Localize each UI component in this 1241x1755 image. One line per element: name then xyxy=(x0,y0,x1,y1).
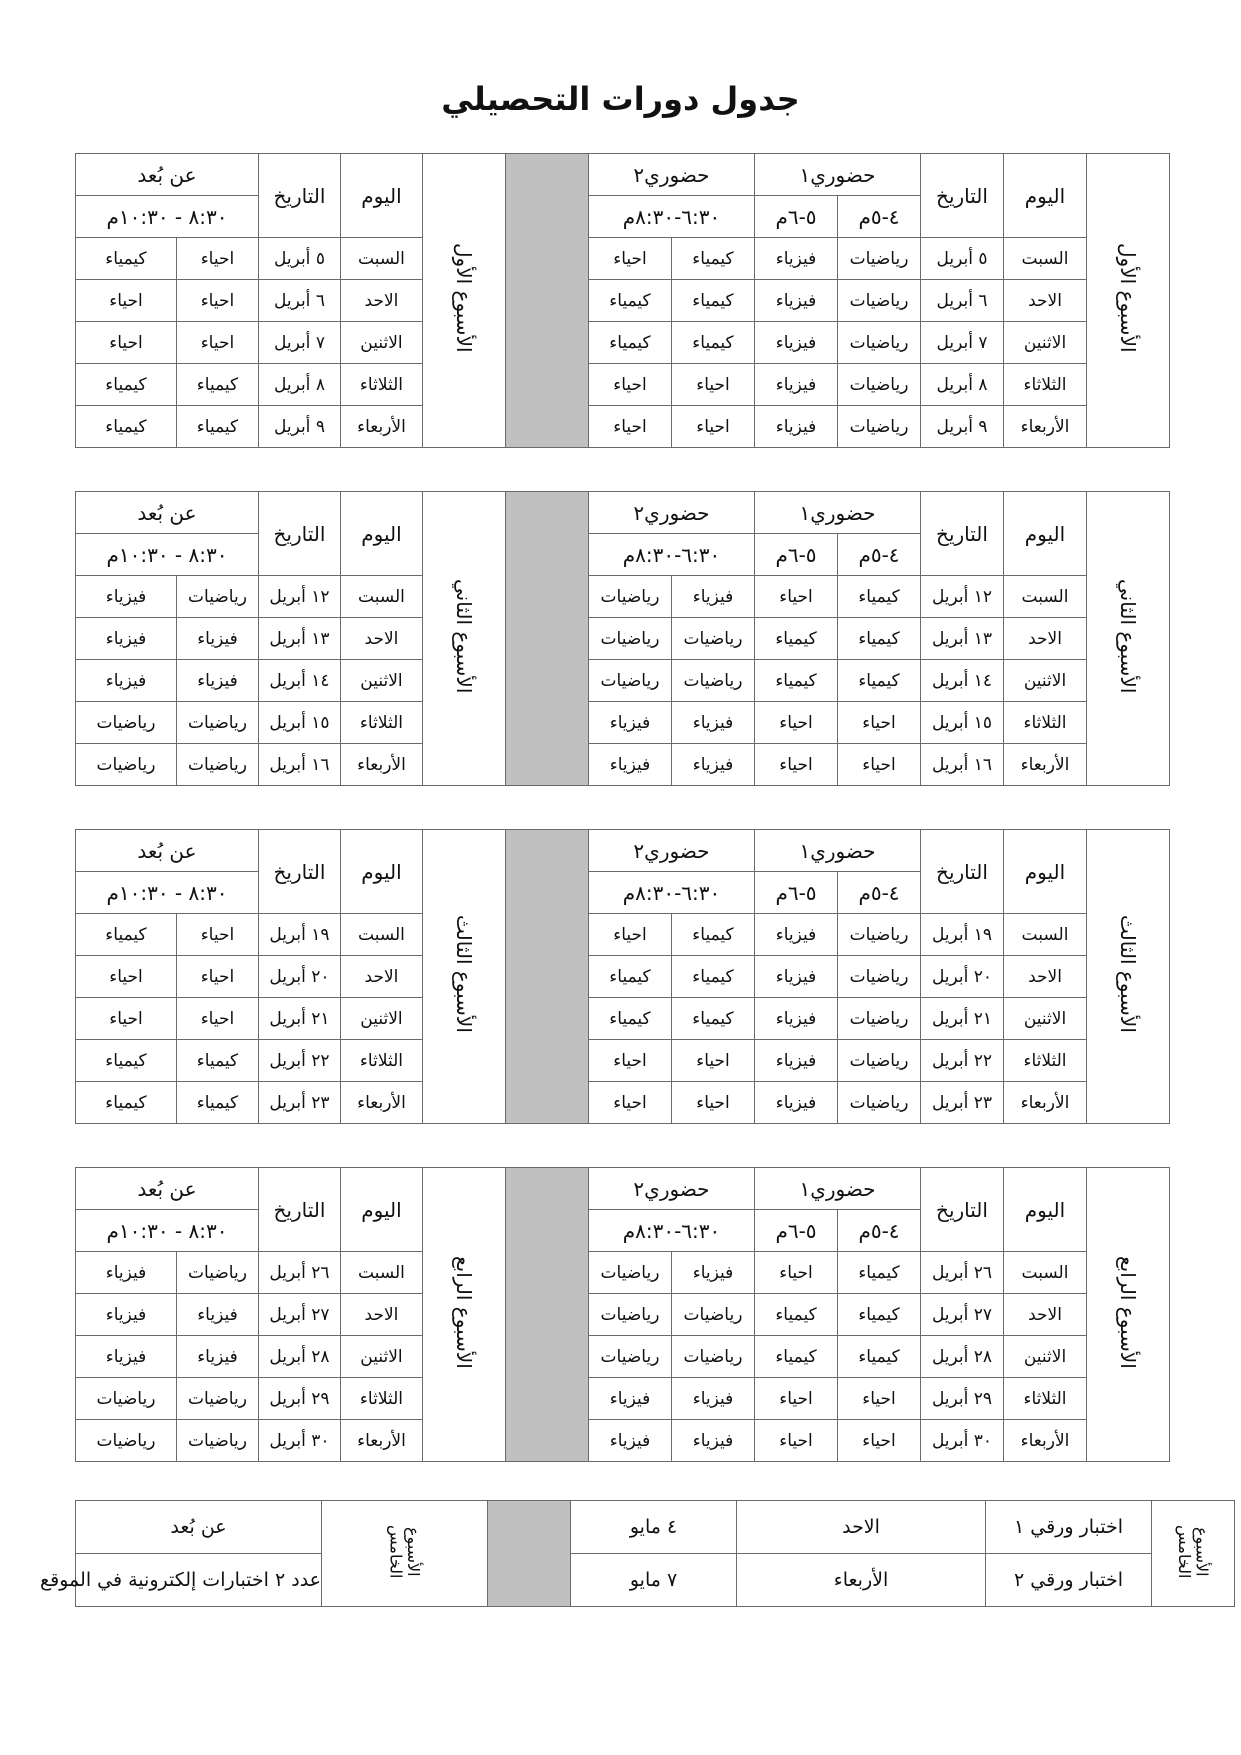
date-cell: ٨ أبريل xyxy=(921,364,1004,406)
week-1-table xyxy=(75,153,1170,448)
time-slot: ٥-٦م xyxy=(754,196,837,238)
date-cell: ٣٠ أبريل xyxy=(258,1420,340,1462)
date-cell: ٢١ أبريل xyxy=(258,998,340,1040)
separator xyxy=(505,154,588,448)
subject-cell: رياضيات xyxy=(671,1336,754,1378)
subject-cell: فيزياء xyxy=(588,1378,671,1420)
day-header: اليوم xyxy=(340,492,422,576)
day-cell: الاثنين xyxy=(340,998,422,1040)
subject-cell: فيزياء xyxy=(76,1252,177,1294)
subject-cell: كيمياء xyxy=(176,1082,258,1124)
time-slot: ٤-٥م xyxy=(838,534,921,576)
separator xyxy=(505,492,588,786)
day-header: اليوم xyxy=(1004,492,1087,576)
time-slot: ٥-٦م xyxy=(754,872,837,914)
time-slot: ٦:٣٠-٨:٣٠م xyxy=(588,534,754,576)
subject-cell: فيزياء xyxy=(754,238,837,280)
table-row xyxy=(76,322,1170,364)
week-5-table xyxy=(40,1500,1235,1607)
date-cell: ١٦ أبريل xyxy=(258,744,340,786)
table-row xyxy=(76,280,1170,322)
date-cell: ٢٦ أبريل xyxy=(921,1252,1004,1294)
subject-cell: كيمياء xyxy=(671,280,754,322)
day-cell: الأربعاء xyxy=(340,1082,422,1124)
subject-cell: احياء xyxy=(588,364,671,406)
day-cell: الثلاثاء xyxy=(1004,702,1087,744)
week-label: الأسبوع الثالث xyxy=(1087,830,1170,1124)
subject-cell: رياضيات xyxy=(76,744,177,786)
subject-cell: رياضيات xyxy=(838,364,921,406)
remote-header: عن بُعد xyxy=(76,830,259,872)
day-cell: الأربعاء xyxy=(1004,406,1087,448)
time-slot: ٤-٥م xyxy=(838,1210,921,1252)
table-row xyxy=(76,1252,1170,1294)
subject-cell: احياء xyxy=(754,744,837,786)
inperson2-header: حضوري٢ xyxy=(588,492,754,534)
subject-cell: فيزياء xyxy=(76,576,177,618)
week-label: الأسبوع الثاني xyxy=(422,492,505,786)
date-header: التاريخ xyxy=(258,830,340,914)
time-slot: ٨:٣٠ - ١٠:٣٠م xyxy=(76,534,259,576)
date-cell: ٢٦ أبريل xyxy=(258,1252,340,1294)
date-cell: ٢٠ أبريل xyxy=(921,956,1004,998)
table-row xyxy=(76,702,1170,744)
table-row xyxy=(76,1420,1170,1462)
date-header: التاريخ xyxy=(258,1168,340,1252)
date-cell: ٢٠ أبريل xyxy=(258,956,340,998)
subject-cell: احياء xyxy=(176,280,258,322)
subject-cell: كيمياء xyxy=(76,364,177,406)
date-cell: ١٤ أبريل xyxy=(258,660,340,702)
day-cell: الثلاثاء xyxy=(1004,1378,1087,1420)
table-row xyxy=(76,1082,1170,1124)
subject-cell: رياضيات xyxy=(838,322,921,364)
time-slot: ٥-٦م xyxy=(754,534,837,576)
date-cell: ١٤ أبريل xyxy=(921,660,1004,702)
day-cell: الاثنين xyxy=(340,1336,422,1378)
date-cell: ١٢ أبريل xyxy=(921,576,1004,618)
subject-cell: كيمياء xyxy=(838,1336,921,1378)
date-cell: ٧ أبريل xyxy=(258,322,340,364)
subject-cell: كيمياء xyxy=(588,280,671,322)
subject-cell: احياء xyxy=(76,998,177,1040)
subject-cell: كيمياء xyxy=(754,1336,837,1378)
remote-header: عن بُعد xyxy=(76,492,259,534)
subject-cell: رياضيات xyxy=(176,702,258,744)
day-cell: السبت xyxy=(1004,238,1087,280)
day-cell: الاثنين xyxy=(340,660,422,702)
subject-cell: فيزياء xyxy=(754,998,837,1040)
day-header: اليوم xyxy=(340,154,422,238)
date-cell: ٦ أبريل xyxy=(921,280,1004,322)
day-cell: السبت xyxy=(1004,576,1087,618)
subject-cell: كيمياء xyxy=(754,1294,837,1336)
day-cell: الثلاثاء xyxy=(1004,364,1087,406)
remote-header: عن بُعد xyxy=(76,1168,259,1210)
day-cell: الاثنين xyxy=(1004,660,1087,702)
subject-cell: فيزياء xyxy=(754,956,837,998)
subject-cell: رياضيات xyxy=(176,1420,258,1462)
subject-cell: كيمياء xyxy=(588,322,671,364)
subject-cell: احياء xyxy=(838,744,921,786)
exam-day: الأربعاء xyxy=(737,1554,986,1607)
separator xyxy=(505,1168,588,1462)
subject-cell: رياضيات xyxy=(176,744,258,786)
subject-cell: احياء xyxy=(754,1252,837,1294)
time-slot: ٤-٥م xyxy=(838,872,921,914)
day-cell: الأربعاء xyxy=(340,406,422,448)
date-header: التاريخ xyxy=(258,154,340,238)
subject-cell: احياء xyxy=(754,1420,837,1462)
inperson1-header: حضوري١ xyxy=(754,1168,920,1210)
inperson1-header: حضوري١ xyxy=(754,154,920,196)
day-cell: الاحد xyxy=(340,956,422,998)
separator xyxy=(505,830,588,1124)
subject-cell: رياضيات xyxy=(838,238,921,280)
time-slot: ٦:٣٠-٨:٣٠م xyxy=(588,1210,754,1252)
subject-cell: فيزياء xyxy=(754,280,837,322)
date-cell: ١٩ أبريل xyxy=(258,914,340,956)
subject-cell: كيمياء xyxy=(838,576,921,618)
date-cell: ٩ أبريل xyxy=(921,406,1004,448)
week-2-table xyxy=(75,491,1170,786)
subject-cell: احياء xyxy=(671,1082,754,1124)
inperson2-header: حضوري٢ xyxy=(588,830,754,872)
day-cell: الثلاثاء xyxy=(340,1378,422,1420)
subject-cell: فيزياء xyxy=(76,1294,177,1336)
day-cell: الاثنين xyxy=(1004,322,1087,364)
date-cell: ٥ أبريل xyxy=(258,238,340,280)
day-cell: الأربعاء xyxy=(340,744,422,786)
subject-cell: رياضيات xyxy=(588,1294,671,1336)
day-cell: الثلاثاء xyxy=(340,364,422,406)
date-cell: ٥ أبريل xyxy=(921,238,1004,280)
time-slot: ٥-٦م xyxy=(754,1210,837,1252)
inperson2-header: حضوري٢ xyxy=(588,1168,754,1210)
day-cell: السبت xyxy=(1004,1252,1087,1294)
day-cell: الأربعاء xyxy=(1004,744,1087,786)
subject-cell: فيزياء xyxy=(76,1336,177,1378)
day-cell: الاثنين xyxy=(1004,998,1087,1040)
subject-cell: احياء xyxy=(671,1040,754,1082)
day-cell: الاحد xyxy=(340,1294,422,1336)
subject-cell: رياضيات xyxy=(176,576,258,618)
exam-label: اختبار ورقي ١ xyxy=(986,1501,1152,1554)
subject-cell: رياضيات xyxy=(838,1082,921,1124)
date-cell: ٢٣ أبريل xyxy=(258,1082,340,1124)
week-label: الأسبوع الثاني xyxy=(1087,492,1170,786)
day-header: اليوم xyxy=(1004,154,1087,238)
table-row xyxy=(76,914,1170,956)
subject-cell: احياء xyxy=(671,364,754,406)
table-row xyxy=(76,576,1170,618)
day-cell: الاثنين xyxy=(340,322,422,364)
date-cell: ١٣ أبريل xyxy=(921,618,1004,660)
date-cell: ٢٢ أبريل xyxy=(258,1040,340,1082)
subject-cell: احياء xyxy=(588,406,671,448)
table-row xyxy=(76,238,1170,280)
date-header: التاريخ xyxy=(921,492,1004,576)
date-cell: ٢٨ أبريل xyxy=(921,1336,1004,1378)
subject-cell: فيزياء xyxy=(671,1378,754,1420)
subject-cell: كيمياء xyxy=(76,238,177,280)
subject-cell: رياضيات xyxy=(176,1378,258,1420)
date-cell: ٢٩ أبريل xyxy=(258,1378,340,1420)
subject-cell: رياضيات xyxy=(838,998,921,1040)
time-slot: ٦:٣٠-٨:٣٠م xyxy=(588,872,754,914)
week-label: الأسبوع الثالث xyxy=(422,830,505,1124)
day-cell: الثلاثاء xyxy=(340,1040,422,1082)
subject-cell: احياء xyxy=(754,576,837,618)
table-row xyxy=(76,1336,1170,1378)
subject-cell: فيزياء xyxy=(671,1420,754,1462)
subject-cell: رياضيات xyxy=(838,956,921,998)
subject-cell: كيمياء xyxy=(76,1040,177,1082)
subject-cell: كيمياء xyxy=(838,1252,921,1294)
date-header: التاريخ xyxy=(921,830,1004,914)
date-cell: ٢٢ أبريل xyxy=(921,1040,1004,1082)
subject-cell: احياء xyxy=(838,1378,921,1420)
subject-cell: فيزياء xyxy=(671,702,754,744)
subject-cell: فيزياء xyxy=(671,1252,754,1294)
subject-cell: احياء xyxy=(176,322,258,364)
subject-cell: كيمياء xyxy=(838,618,921,660)
week-label: الأسبوع الأول xyxy=(1087,154,1170,448)
subject-cell: كيمياء xyxy=(76,914,177,956)
time-slot: ٤-٥م xyxy=(838,196,921,238)
subject-cell: فيزياء xyxy=(754,1040,837,1082)
time-slot: ٦:٣٠-٨:٣٠م xyxy=(588,196,754,238)
day-header: اليوم xyxy=(340,830,422,914)
subject-cell: كيمياء xyxy=(588,998,671,1040)
subject-cell: كيمياء xyxy=(76,406,177,448)
subject-cell: فيزياء xyxy=(671,576,754,618)
week-label: الأسبوع الخامس xyxy=(1152,1501,1235,1607)
subject-cell: رياضيات xyxy=(838,1040,921,1082)
subject-cell: فيزياء xyxy=(671,744,754,786)
day-cell: الاثنين xyxy=(1004,1336,1087,1378)
subject-cell: كيمياء xyxy=(671,914,754,956)
table-row xyxy=(76,956,1170,998)
subject-cell: كيمياء xyxy=(176,364,258,406)
day-cell: السبت xyxy=(340,238,422,280)
subject-cell: فيزياء xyxy=(588,1420,671,1462)
subject-cell: احياء xyxy=(754,1378,837,1420)
subject-cell: كيمياء xyxy=(671,956,754,998)
day-cell: الأربعاء xyxy=(1004,1420,1087,1462)
subject-cell: رياضيات xyxy=(76,1420,177,1462)
subject-cell: احياء xyxy=(76,280,177,322)
subject-cell: كيمياء xyxy=(671,998,754,1040)
remote-header: عن بُعد xyxy=(76,154,259,196)
exam-day: الاحد xyxy=(737,1501,986,1554)
date-cell: ٢٣ أبريل xyxy=(921,1082,1004,1124)
subject-cell: رياضيات xyxy=(838,914,921,956)
inperson2-header: حضوري٢ xyxy=(588,154,754,196)
table-row xyxy=(76,1040,1170,1082)
subject-cell: فيزياء xyxy=(754,364,837,406)
week-label: الأسبوع الخامس xyxy=(322,1501,488,1607)
subject-cell: احياء xyxy=(671,406,754,448)
subject-cell: رياضيات xyxy=(588,660,671,702)
subject-cell: فيزياء xyxy=(176,1294,258,1336)
day-cell: الثلاثاء xyxy=(340,702,422,744)
subject-cell: فيزياء xyxy=(176,618,258,660)
exam-date: ٧ مايو xyxy=(571,1554,737,1607)
date-cell: ١٩ أبريل xyxy=(921,914,1004,956)
subject-cell: رياضيات xyxy=(671,1294,754,1336)
date-cell: ٧ أبريل xyxy=(921,322,1004,364)
table-row xyxy=(76,364,1170,406)
date-cell: ٩ أبريل xyxy=(258,406,340,448)
subject-cell: احياء xyxy=(588,1040,671,1082)
subject-cell: رياضيات xyxy=(588,1252,671,1294)
subject-cell: فيزياء xyxy=(754,322,837,364)
day-cell: الاحد xyxy=(340,280,422,322)
subject-cell: كيمياء xyxy=(754,618,837,660)
exam-date: ٤ مايو xyxy=(571,1501,737,1554)
date-cell: ٢٩ أبريل xyxy=(921,1378,1004,1420)
day-cell: الاحد xyxy=(1004,1294,1087,1336)
page-title: جدول دورات التحصيلي xyxy=(441,80,800,118)
day-cell: الاحد xyxy=(1004,618,1087,660)
date-header: التاريخ xyxy=(921,1168,1004,1252)
date-cell: ٢٨ أبريل xyxy=(258,1336,340,1378)
date-cell: ٣٠ أبريل xyxy=(921,1420,1004,1462)
day-header: اليوم xyxy=(1004,1168,1087,1252)
subject-cell: احياء xyxy=(176,956,258,998)
subject-cell: رياضيات xyxy=(588,1336,671,1378)
week-3-table xyxy=(75,829,1170,1124)
day-cell: السبت xyxy=(340,576,422,618)
subject-cell: احياء xyxy=(176,998,258,1040)
subject-cell: فيزياء xyxy=(176,660,258,702)
subject-cell: كيمياء xyxy=(671,322,754,364)
date-cell: ١٥ أبريل xyxy=(258,702,340,744)
subject-cell: احياء xyxy=(754,702,837,744)
day-cell: الاحد xyxy=(340,618,422,660)
date-cell: ٢١ أبريل xyxy=(921,998,1004,1040)
subject-cell: احياء xyxy=(176,914,258,956)
day-cell: الاحد xyxy=(1004,956,1087,998)
date-cell: ٦ أبريل xyxy=(258,280,340,322)
subject-cell: كيمياء xyxy=(588,956,671,998)
inperson1-header: حضوري١ xyxy=(754,830,920,872)
subject-cell: احياء xyxy=(76,322,177,364)
subject-cell: كيمياء xyxy=(754,660,837,702)
subject-cell: فيزياء xyxy=(754,406,837,448)
table-row xyxy=(76,618,1170,660)
date-cell: ١٦ أبريل xyxy=(921,744,1004,786)
subject-cell: احياء xyxy=(838,1420,921,1462)
separator xyxy=(488,1501,571,1607)
subject-cell: رياضيات xyxy=(76,702,177,744)
subject-cell: رياضيات xyxy=(671,660,754,702)
table-row xyxy=(76,1378,1170,1420)
table-row xyxy=(76,660,1170,702)
subject-cell: فيزياء xyxy=(754,914,837,956)
subject-cell: احياء xyxy=(76,956,177,998)
week-4-table xyxy=(75,1167,1170,1462)
subject-cell: فيزياء xyxy=(76,660,177,702)
subject-cell: رياضيات xyxy=(838,406,921,448)
date-header: التاريخ xyxy=(921,154,1004,238)
day-cell: الأربعاء xyxy=(340,1420,422,1462)
day-cell: الأربعاء xyxy=(1004,1082,1087,1124)
day-cell: الاحد xyxy=(1004,280,1087,322)
subject-cell: كيمياء xyxy=(838,1294,921,1336)
week-label: الأسبوع الرابع xyxy=(422,1168,505,1462)
subject-cell: كيمياء xyxy=(176,406,258,448)
day-header: اليوم xyxy=(1004,830,1087,914)
subject-cell: احياء xyxy=(838,702,921,744)
date-cell: ٢٧ أبريل xyxy=(921,1294,1004,1336)
day-cell: الثلاثاء xyxy=(1004,1040,1087,1082)
subject-cell: فيزياء xyxy=(76,618,177,660)
date-cell: ١٥ أبريل xyxy=(921,702,1004,744)
subject-cell: رياضيات xyxy=(588,576,671,618)
day-header: اليوم xyxy=(340,1168,422,1252)
subject-cell: فيزياء xyxy=(754,1082,837,1124)
table-row xyxy=(76,406,1170,448)
exam-label: اختبار ورقي ٢ xyxy=(986,1554,1152,1607)
subject-cell: فيزياء xyxy=(588,702,671,744)
subject-cell: رياضيات xyxy=(76,1378,177,1420)
week-label: الأسبوع الأول xyxy=(422,154,505,448)
subject-cell: احياء xyxy=(588,1082,671,1124)
date-cell: ١٣ أبريل xyxy=(258,618,340,660)
remote-header: عن بُعد xyxy=(76,1501,322,1554)
day-cell: السبت xyxy=(340,914,422,956)
inperson1-header: حضوري١ xyxy=(754,492,920,534)
subject-cell: احياء xyxy=(588,914,671,956)
day-cell: السبت xyxy=(340,1252,422,1294)
time-slot: ٨:٣٠ - ١٠:٣٠م xyxy=(76,196,259,238)
subject-cell: فيزياء xyxy=(176,1336,258,1378)
table-row xyxy=(76,744,1170,786)
subject-cell: كيمياء xyxy=(838,660,921,702)
table-row xyxy=(76,998,1170,1040)
subject-cell: احياء xyxy=(176,238,258,280)
day-cell: السبت xyxy=(1004,914,1087,956)
subject-cell: رياضيات xyxy=(838,280,921,322)
date-cell: ٢٧ أبريل xyxy=(258,1294,340,1336)
subject-cell: احياء xyxy=(588,238,671,280)
date-cell: ١٢ أبريل xyxy=(258,576,340,618)
time-slot: ٨:٣٠ - ١٠:٣٠م xyxy=(76,1210,259,1252)
subject-cell: رياضيات xyxy=(176,1252,258,1294)
time-slot: ٨:٣٠ - ١٠:٣٠م xyxy=(76,872,259,914)
table-row xyxy=(76,1294,1170,1336)
remote-text: عدد ٢ اختبارات إلكترونية في الموقع xyxy=(76,1554,322,1607)
subject-cell: رياضيات xyxy=(588,618,671,660)
date-header: التاريخ xyxy=(258,492,340,576)
subject-cell: كيمياء xyxy=(671,238,754,280)
date-cell: ٨ أبريل xyxy=(258,364,340,406)
subject-cell: كيمياء xyxy=(176,1040,258,1082)
subject-cell: كيمياء xyxy=(76,1082,177,1124)
subject-cell: فيزياء xyxy=(588,744,671,786)
subject-cell: رياضيات xyxy=(671,618,754,660)
week-label: الأسبوع الرابع xyxy=(1087,1168,1170,1462)
